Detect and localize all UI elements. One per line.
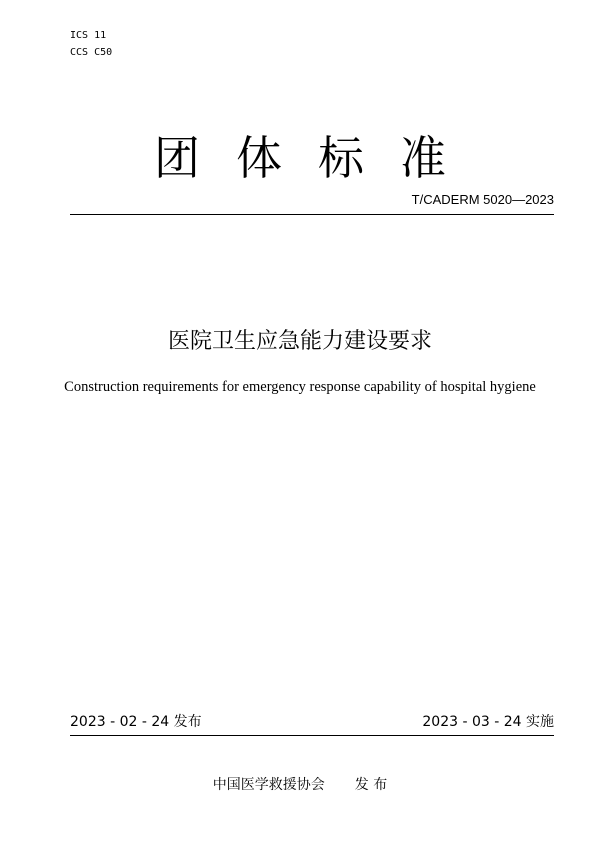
publish-action: 发 布 [354, 777, 388, 793]
document-type-title: 团体标准 [154, 131, 482, 185]
implementation-date: 2023 - 03 - 24 实施 [422, 714, 554, 730]
standard-number: T/CADERM 5020—2023 [411, 192, 554, 207]
publish-date: 2023 - 02 - 24 发布 [70, 714, 202, 730]
ccs-code: CCS C50 [70, 47, 113, 58]
standard-title-english: Construction requirements for emergency response capability of hospital hygiene [64, 379, 536, 395]
bottom-divider [70, 735, 554, 736]
publisher-name: 中国医学救援协会 [212, 777, 325, 793]
ics-code: ICS 11 [70, 30, 107, 41]
top-divider [70, 214, 554, 215]
standard-title-chinese: 医院卫生应急能力建设要求 [167, 329, 432, 354]
publisher-line [0, 775, 600, 795]
